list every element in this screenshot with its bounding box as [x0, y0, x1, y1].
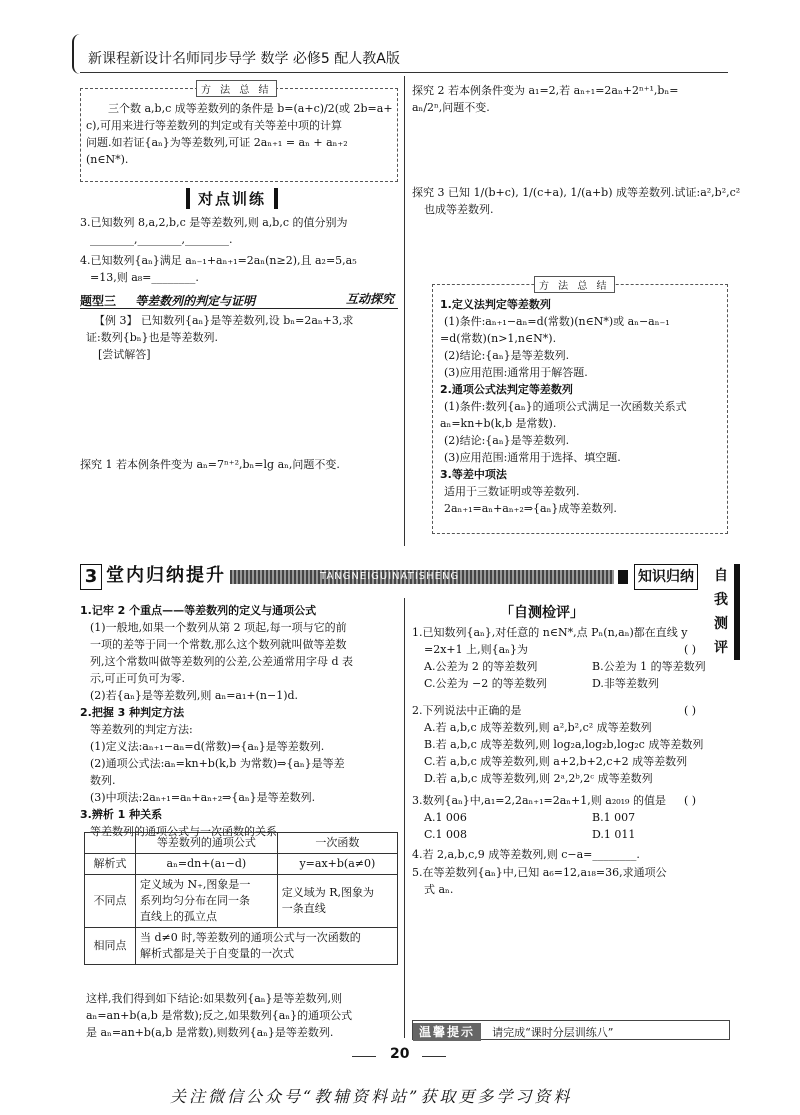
question-4: 4.已知数列{aₙ}满足 aₙ₋₁+aₙ₊₁=2aₙ(n≥2),且 a₂=5,a₅ =13,则 a₈=________. [80, 254, 357, 284]
try-answer-label: [尝试解答] [98, 348, 151, 361]
table-col-header-1: 等差数列的通项公式 [136, 833, 278, 854]
footer-note: 关注微信公众号“教辅资料站”获取更多学习资料 [170, 1087, 573, 1106]
tip-label: 温馨提示 [413, 1023, 481, 1041]
table-col-header-2: 一次函数 [277, 833, 397, 854]
summary-block: 1.记牢 2 个重点——等差数列的定义与通项公式 (1)一般地,如果一个数列从第 2 项起,每一项与它的前 一项的差等于同一个常数,那么这个数列就叫做等差数 列,这个常数叫做等差数列的公差,公差通常用字母 d 表 示,可正可负可为零. (2)若{aₙ}是等差数列,则 aₙ=a₁+(n−1)d. 2.把握 3 种判定方法 等差数列的判定方法: (1)定义法:aₙ₊₁−aₙ=d(常数)⇒{aₙ}是等差数列. (2)通项公式法:aₙ=kn+b(k,b 为常数)⇒{aₙ}是等差 数列. (3)中项法:2aₙ₊₁=aₙ+aₙ₊₂⇒{aₙ}是等差数列. 3.辨析 1 种关系 等差数列的通项公式与一次函数的关系 [80, 602, 398, 840]
header-rule [80, 72, 728, 73]
drill-title: 对点训练 [198, 190, 267, 208]
table-row-label-2: 不同点 [85, 875, 136, 928]
comparison-table [84, 832, 398, 965]
tip-text: 请完成“课时分层训练八” [492, 1026, 614, 1039]
method-summary-text-right: 1.定义法判定等差数列 (1)条件:aₙ₊₁−aₙ=d(常数)(n∈N*)或 aₙ−aₙ₋₁ =d(常数)(n>1,n∈N*). (2)结论:{aₙ}是等差数列. (3)应用范围:通常用于解答题. 2.通项公式法判定等差数列 (1)条件:数列{aₙ}的通项公式满足一次函数关系式 aₙ=kn+b(k,b 是常数). (2)结论:{aₙ}是等差数列. (3)应用范围:通常用于选择、填空题. 3.等差中项法 适用于三数证明或等差数列. 2aₙ₊₁=aₙ+aₙ₊₂⇒{aₙ}成等差数列. [440, 298, 687, 515]
explore-2: 探究 2 若本例条件变为 a₁=2,若 aₙ₊₁=2aₙ+2ⁿ⁺¹,bₙ= aₙ/2ⁿ,问题不变. [412, 84, 679, 114]
summary-heading-2: 2.把握 3 种判定方法 [80, 706, 185, 719]
page-number: 20 [390, 1046, 410, 1062]
section3-tab2: 自我测评 [708, 564, 740, 660]
header-title: 新课程新设计名师同步导学 数学 必修5 配人教A版 [88, 51, 400, 67]
explore-3: 探究 3 已知 1/(b+c), 1/(c+a), 1/(a+b) 成等差数列.试证:a²,b²,c² 也成等差数列. [412, 186, 741, 216]
table-cell: 定义域为 N₊,图象是一 系列均匀分布在同一条 直线上的孤立点 [136, 875, 278, 928]
type3-label: 题型三 [80, 294, 117, 308]
section3-number: 3 [84, 566, 98, 587]
summary-conclusion: 这样,我们得到如下结论:如果数列{aₙ}是等差数列,则 aₙ=an+b(a,b 是常数);反之,如果数列{aₙ}的通项公式 是 aₙ=an+b(a,b 是常数),则数列{aₙ}是等差数列. [86, 992, 353, 1039]
method-summary-title-right: 方 法 总 结 [534, 276, 615, 293]
section3-pinyin: TANGNEIGUINATISHENG [320, 571, 460, 582]
table-cell: aₙ=dn+(a₁−d) [136, 854, 278, 875]
selftest-q5: 5.在等差数列{aₙ}中,已知 a₆=12,a₁₈=36,求通项公 式 aₙ. [412, 866, 667, 896]
question-3: 3.已知数列 8,a,2,b,c 是等差数列,则 a,b,c 的值分别为 ________,________,________. [80, 216, 348, 246]
summary-heading-3: 3.辨析 1 种关系 [80, 808, 163, 821]
table-row-label-3: 相同点 [85, 928, 136, 965]
header-bracket [72, 34, 80, 74]
selftest-q4: 4.若 2,a,b,c,9 成等差数列,则 c−a=________. [412, 848, 640, 861]
selftest-q3: 3.数列{aₙ}中,a₁=2,2aₙ₊₁=2aₙ+1,则 a₂₀₁₉ 的值是 ( ) A.1 006 B.1 007 C.1 008 D.1 011 [412, 794, 697, 841]
type3-title: 等差数列的判定与证明 [135, 294, 256, 308]
section3-square [618, 570, 628, 584]
type3-heading [80, 290, 398, 309]
column-divider-lower [404, 598, 405, 1038]
column-divider [404, 76, 405, 546]
table-row-label-1: 解析式 [85, 854, 136, 875]
selftest-title: 「自测检评」 [500, 605, 584, 621]
section3-title: 堂内归纳提升 [106, 565, 226, 586]
page-number-rule-left [352, 1056, 376, 1057]
selftest-q1: 1.已知数列{aₙ},对任意的 n∈N*,点 Pₙ(n,aₙ)都在直线 y =2x+1 上,则{aₙ}为 ( ) A.公差为 2 的等差数列 B.公差为 1 的等差数列 C.公差为 −2 的等差数列 D.非等差数列 [412, 626, 706, 690]
table-cell: y=ax+b(a≠0) [277, 854, 397, 875]
page-number-rule-right [422, 1056, 446, 1057]
method-summary-text-left: 三个数 a,b,c 成等差数列的条件是 b=(a+c)/2(或 2b=a+ c),可用来进行等差数列的判定或有关等差中项的计算 问题.如若证{aₙ}为等差数列,可证 2aₙ₊₁ = aₙ + aₙ₊₂ (n∈N*). [86, 102, 393, 166]
explore-1: 探究 1 若本例条件变为 aₙ=7ⁿ⁺²,bₙ=lg aₙ,问题不变. [80, 458, 340, 471]
table-cell: 定义域为 R,图象为 一条直线 [277, 875, 397, 928]
section3-tab1: 知识归纳 [634, 564, 698, 590]
summary-heading-1: 1.记牢 2 个重点——等差数列的定义与通项公式 [80, 604, 317, 617]
tip-bar [412, 1020, 730, 1040]
table-cell: 当 d≠0 时,等差数列的通项公式与一次函数的 解析式都是关于自变量的一次式 [136, 928, 398, 965]
drill-heading [186, 188, 278, 209]
section3-number-box [80, 564, 102, 590]
method-summary-title-left: 方 法 总 结 [196, 80, 277, 97]
type3-tag: 互动探究 [345, 292, 394, 306]
example-3: 【例 3】 已知数列{aₙ}是等差数列,设 bₙ=2aₙ+3,求 证:数列{bₙ}也是等差数列. [86, 314, 354, 344]
selftest-q2: 2.下列说法中正确的是 ( ) A.若 a,b,c 成等差数列,则 a²,b²,c² 成等差数列 B.若 a,b,c 成等差数列,则 log₂a,log₂b,log₂c 成等差数列 C.若 a,b,c 成等差数列,则 a+2,b+2,c+2 成等差数列 D.若 a,b,c 成等差数列,则 2ᵃ,2ᵇ,2ᶜ 成等差数列 [412, 704, 704, 785]
